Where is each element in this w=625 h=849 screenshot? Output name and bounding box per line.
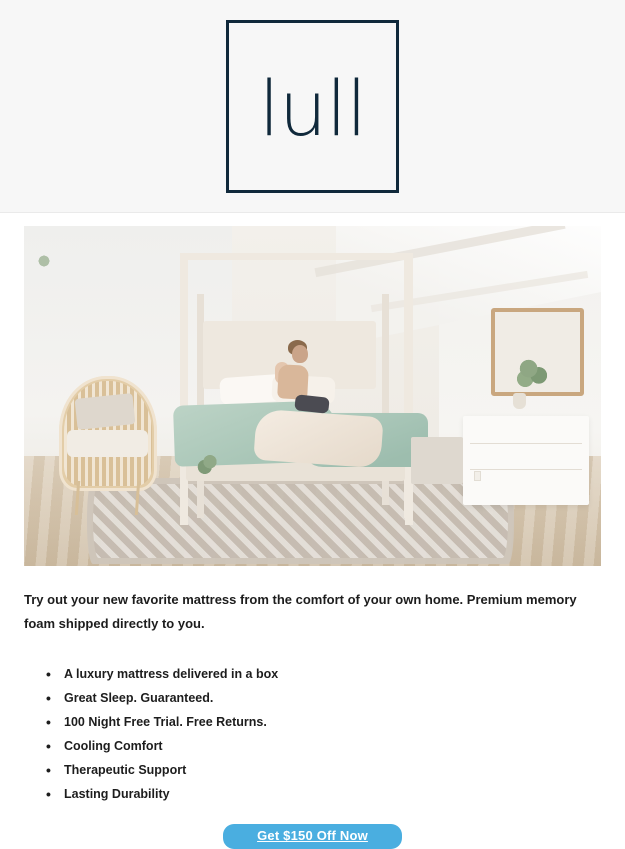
chair-cushion bbox=[67, 430, 148, 457]
get-offer-button[interactable]: Get $150 Off Now bbox=[223, 824, 402, 849]
logo-wordmark: lull bbox=[258, 64, 367, 153]
list-item: • Great Sleep. Guaranteed. bbox=[64, 686, 601, 710]
dresser-drawer-line bbox=[470, 469, 582, 470]
plant-corner-icon bbox=[33, 250, 55, 272]
dresser bbox=[463, 416, 590, 504]
lull-logo[interactable] bbox=[226, 20, 399, 193]
list-item: • A luxury mattress delivered in a box bbox=[64, 662, 601, 686]
cta-container bbox=[24, 824, 601, 849]
nightstand bbox=[411, 437, 463, 485]
intro-paragraph: Try out your new favorite mattress from the comfort of your own home. Premium memory foam shipped directly to you. bbox=[24, 592, 577, 631]
copy-section bbox=[0, 566, 625, 849]
feature-list bbox=[24, 662, 601, 806]
wall-outlet bbox=[474, 471, 481, 481]
person-head bbox=[292, 345, 308, 363]
bed-post-left bbox=[180, 253, 188, 525]
list-item: • Lasting Durability bbox=[64, 782, 601, 806]
potted-plant-right bbox=[515, 355, 549, 389]
cream-throw-blanket bbox=[253, 409, 383, 469]
list-item: • Cooling Comfort bbox=[64, 734, 601, 758]
bed-post-right bbox=[405, 253, 413, 525]
hero-bedroom-image[interactable] bbox=[24, 226, 601, 566]
hero-image-container bbox=[0, 213, 625, 566]
list-item: • 100 Night Free Trial. Free Returns. bbox=[64, 710, 601, 734]
dresser-drawer-line bbox=[470, 443, 582, 444]
chair-pillow bbox=[74, 393, 135, 429]
person-legs bbox=[294, 394, 329, 413]
chair-legs bbox=[75, 481, 141, 515]
logo-header bbox=[0, 0, 625, 213]
vase bbox=[513, 393, 526, 409]
potted-plant-floor bbox=[197, 450, 223, 476]
list-item: • Therapeutic Support bbox=[64, 758, 601, 782]
